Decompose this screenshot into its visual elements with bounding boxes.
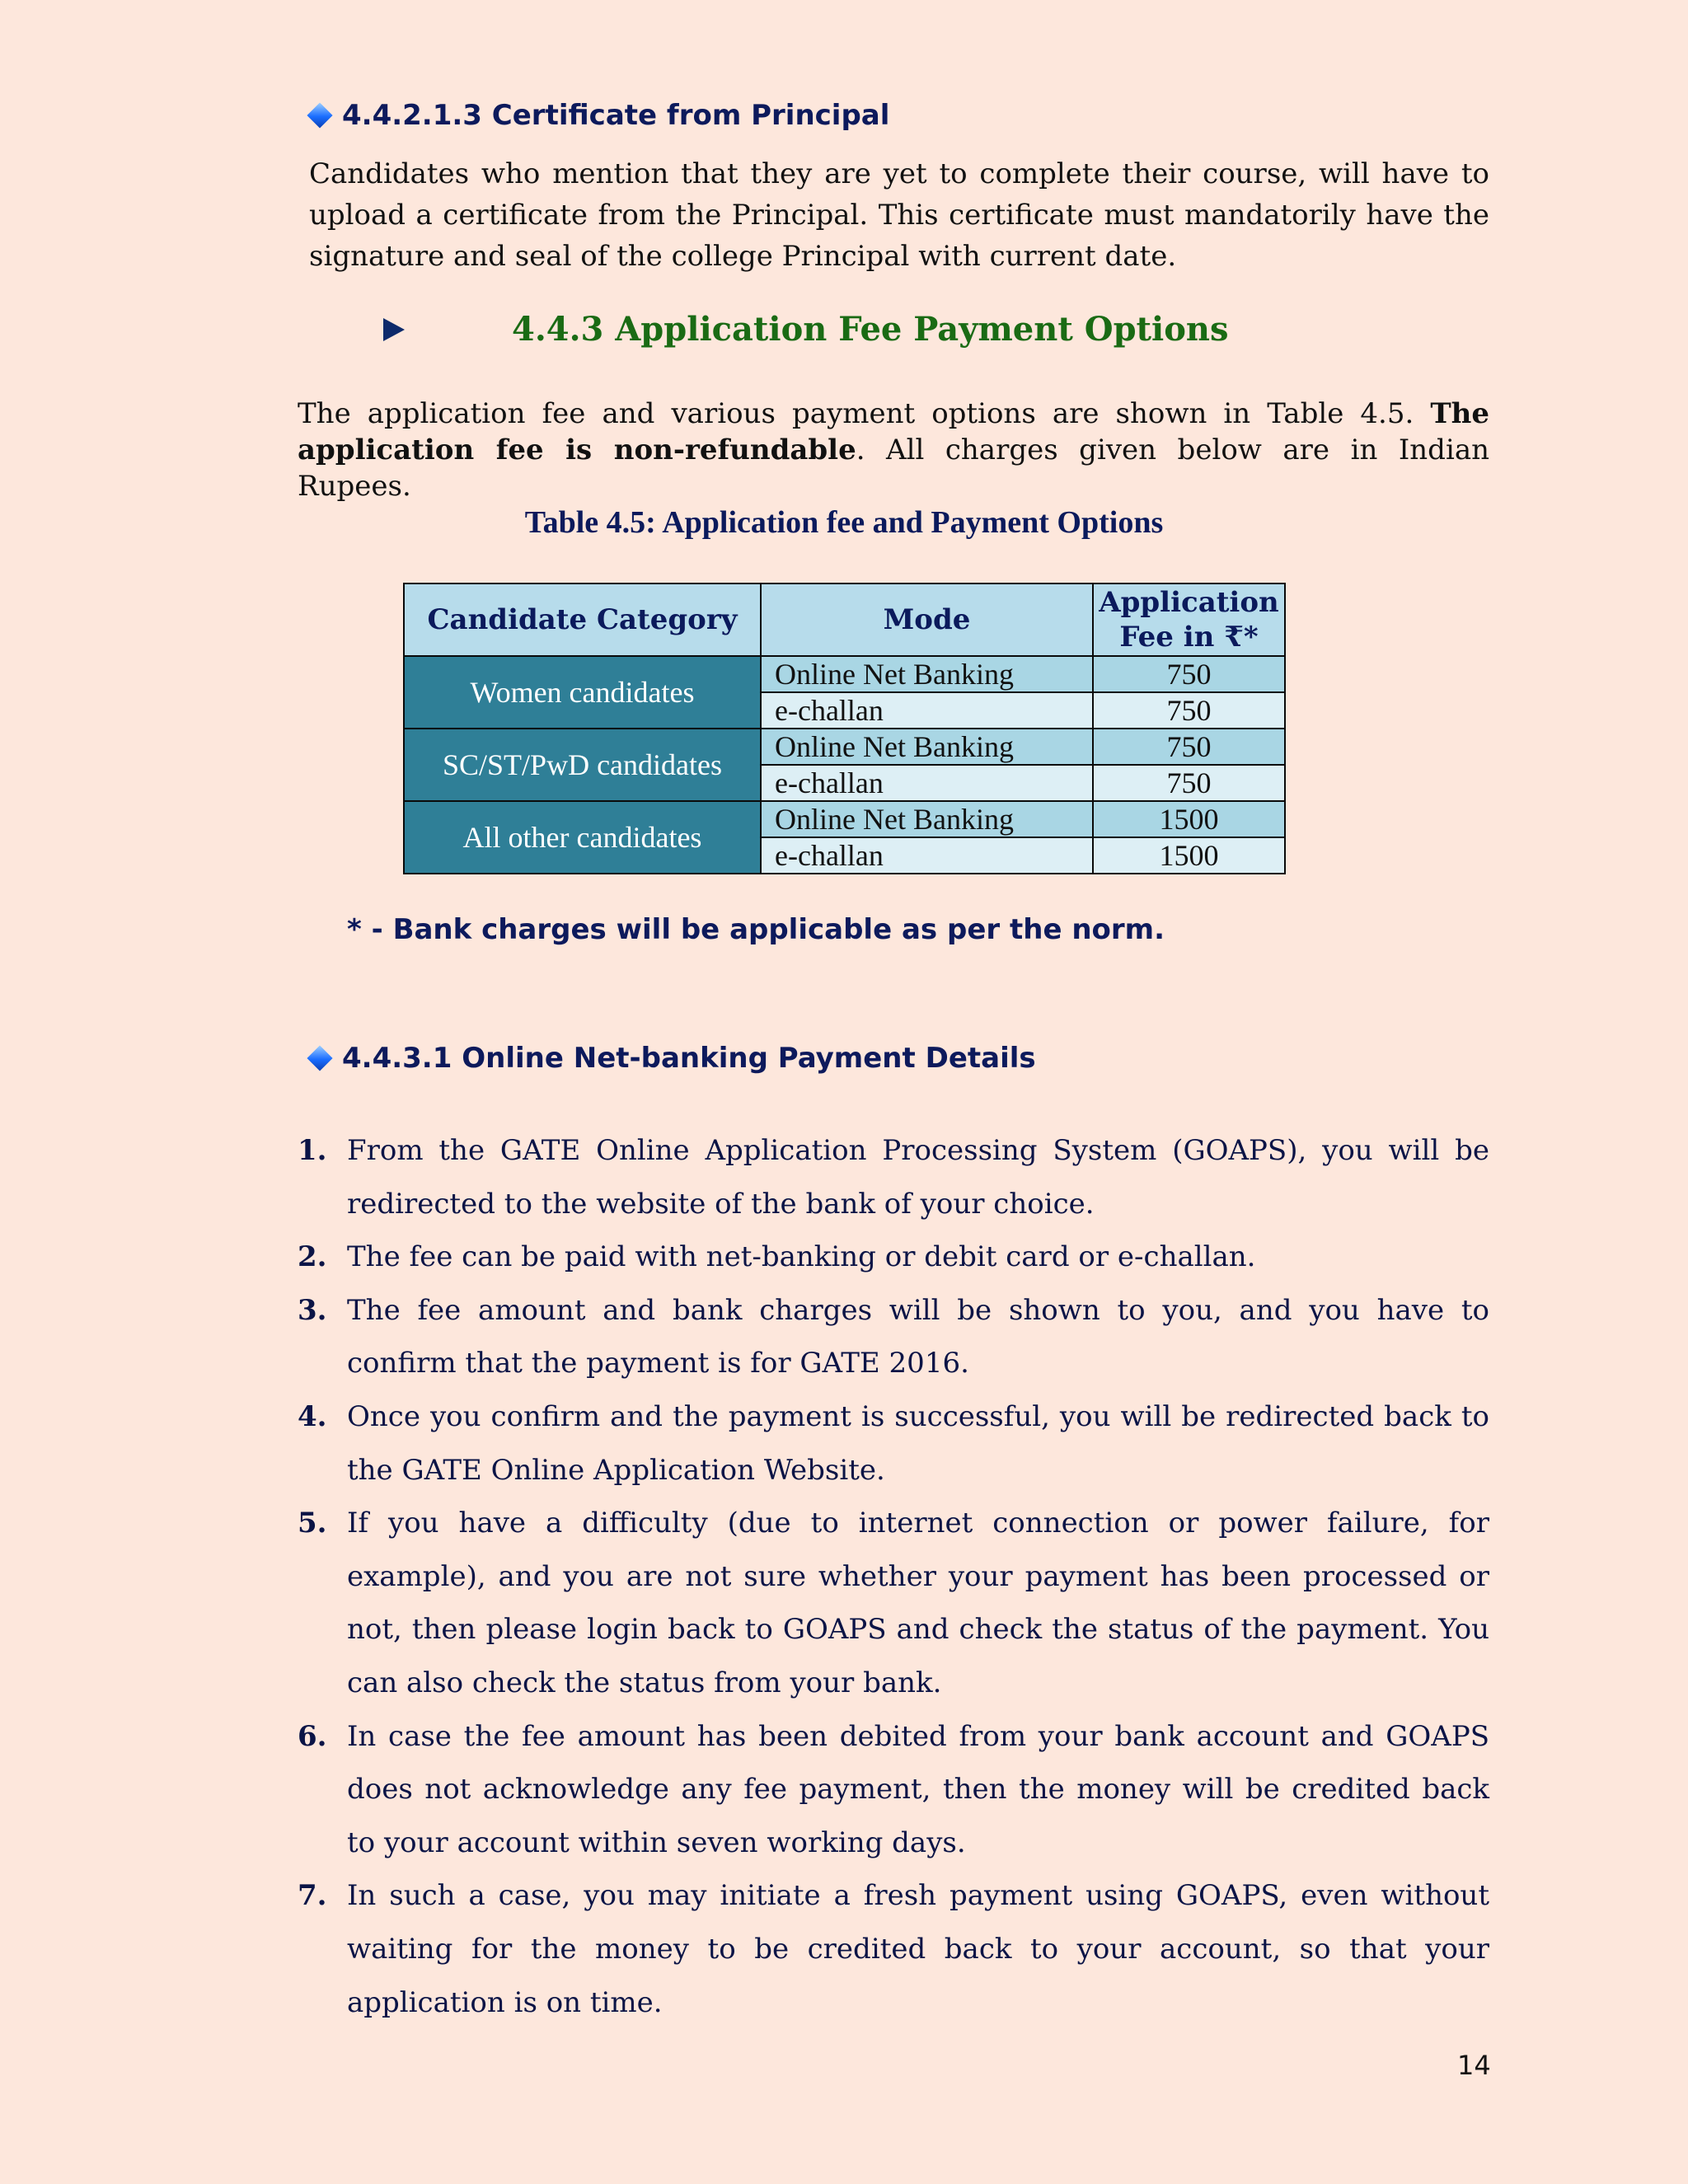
table-row [404,656,1285,692]
step-text: In case the fee amount has been debited from your bank account and GOAPS does not acknowledge any fee payment, then the money will be credited back to your account within seven working days. [347,1719,1489,1859]
step-number: 2. [298,1240,327,1274]
fee-table [403,583,1286,874]
fee-cell: 750 [1093,765,1285,801]
bank-charges-note: * - Bank charges will be applicable as per the norm. [347,913,1165,946]
mode-cell: e-challan [761,837,1093,874]
header-mode: Mode [761,583,1093,656]
step-text: The fee amount and bank charges will be shown to you, and you have to confirm that the payment is for GATE 2016. [347,1293,1489,1380]
header-fee-line2: Fee in ₹* [1119,621,1259,654]
step-text: The fee can be paid with net-banking or debit card or e-challan. [347,1240,1256,1274]
step-number: 3. [298,1293,327,1327]
header-fee [1093,583,1285,656]
step-text: In such a case, you may initiate a fresh payment using GOAPS, even without waiting for the money to be credited back to your account, so that your application is on time. [347,1879,1489,2019]
category-cell: SC/ST/PwD candidates [404,729,761,801]
mode-cell: e-challan [761,765,1093,801]
heading-certificate-from-principal [311,99,889,132]
list-item [298,1230,1489,1284]
intro-paragraph [298,396,1489,504]
mode-cell: Online Net Banking [761,656,1093,692]
fee-cell: 750 [1093,656,1285,692]
step-number: 7. [298,1879,327,1913]
heading-fee-payment-options [383,310,1229,349]
list-item [298,1284,1489,1390]
table-row [404,729,1285,765]
intro-text: The application fee and various payment options are shown in Table 4.5. [298,397,1431,430]
table-header-row [404,583,1285,656]
step-number: 4. [298,1399,327,1433]
payment-steps-list [298,1124,1489,2029]
intro-tail-text: . All charges given below are in Indian Rupees. [298,434,1489,503]
list-item [298,1710,1489,1870]
mode-cell: Online Net Banking [761,729,1093,765]
step-number: 5. [298,1507,327,1540]
heading-netbanking-details [311,1042,1036,1075]
list-item [298,1869,1489,2029]
heading-text: 4.4.3.1 Online Net-banking Payment Details [342,1042,1036,1075]
list-item [298,1390,1489,1497]
table-caption: Table 4.5: Application fee and Payment Options [524,505,1164,540]
list-item [298,1124,1489,1230]
category-cell: All other candidates [404,801,761,874]
category-cell: Women candidates [404,656,761,729]
mode-cell: e-challan [761,692,1093,729]
fee-cell: 750 [1093,729,1285,765]
diamond-bullet-icon [307,102,332,128]
heading-text: 4.4.2.1.3 Certificate from Principal [342,99,890,132]
step-number: 1. [298,1134,327,1167]
diamond-bullet-icon [307,1045,332,1071]
fee-cell: 750 [1093,692,1285,729]
step-text: Once you confirm and the payment is successful, you will be redirected back to the GATE Online Application Website. [347,1399,1489,1487]
certificate-paragraph: Candidates who mention that they are yet to complete their course, will have to upload a certificate from the Principal. This certificate must mandatorily have the signature and seal of the college Principal with current date. [309,157,1489,273]
page-number: 14 [1457,2050,1491,2081]
step-text: From the GATE Online Application Processing System (GOAPS), you will be redirected to the website of the bank of your choice. [347,1134,1489,1221]
list-item [298,1497,1489,1709]
heading-text: 4.4.3 Application Fee Payment Options [512,310,1229,349]
fee-cell: 1500 [1093,801,1285,837]
table-row [404,801,1285,837]
step-text: If you have a difficulty (due to internet connection or power failure, for example), and you are not sure whether your payment has been processed or not, then please login back to GOAPS and check the status of the payment. You can also check the status from your bank. [347,1507,1489,1699]
mode-cell: Online Net Banking [761,801,1093,837]
header-category: Candidate Category [404,583,761,656]
arrow-bullet-icon [383,318,405,341]
fee-cell: 1500 [1093,837,1285,874]
step-number: 6. [298,1719,327,1753]
intro-bold-text: The application fee is non-refundable [298,397,1489,466]
header-fee-line1: Application [1099,586,1279,619]
